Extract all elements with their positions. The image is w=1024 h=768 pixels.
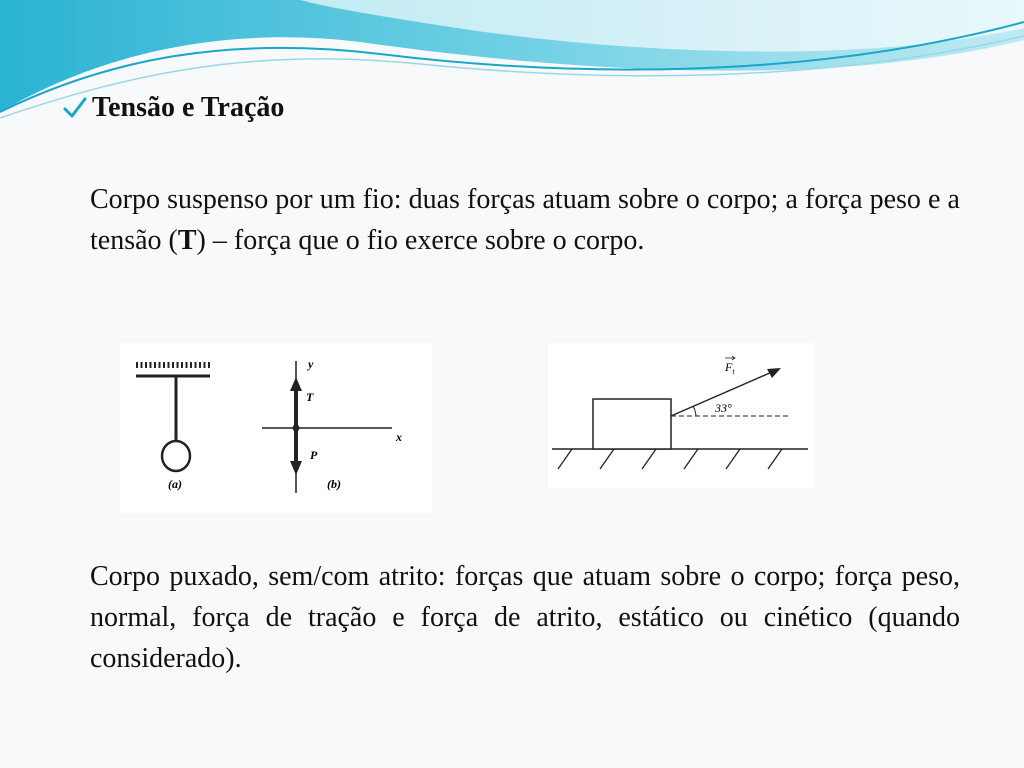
slide-title: Tensão e Tração xyxy=(92,92,285,123)
suspended-ball xyxy=(162,441,190,471)
weight-arrowhead xyxy=(290,461,302,475)
force-p-label: P xyxy=(310,448,318,462)
force-ft-label xyxy=(724,360,735,376)
slide-title-row xyxy=(62,90,284,126)
axis-x-label: x xyxy=(396,430,402,444)
force-ft-subscript: t xyxy=(732,367,735,376)
ground-hatch xyxy=(558,449,782,469)
axis-y-label: y xyxy=(308,357,314,371)
force-t-label: T xyxy=(306,390,314,404)
paragraph1-text-after: ) – força que o fio exerce sobre o corpo. xyxy=(196,225,645,256)
paragraph-pulled-body: Corpo puxado, sem/com atrito: forças que atuam sobre o corpo; força peso, normal, força de tração e força de atrito, estático ou cinético (quando considerado). xyxy=(90,561,960,674)
angle-arc xyxy=(693,406,696,416)
ceiling-hatch xyxy=(136,365,210,376)
label-a: (a) xyxy=(168,477,182,491)
body-point xyxy=(293,425,300,432)
label-b: (b) xyxy=(327,477,341,491)
angle-label: 33° xyxy=(715,401,732,415)
figure-suspended-body xyxy=(120,343,432,513)
tension-symbol: T xyxy=(177,225,197,256)
tension-arrowhead xyxy=(290,377,302,391)
force-ft-symbol: F xyxy=(725,360,733,374)
paragraph-suspended-body xyxy=(90,179,960,261)
checkmark-icon xyxy=(62,95,88,121)
paragraph1-text-before: Corpo suspenso por um fio: duas forças atuam sobre o corpo; a força peso e a tensão ( xyxy=(90,184,960,256)
block xyxy=(593,399,671,449)
figure-pulled-block xyxy=(548,343,814,488)
